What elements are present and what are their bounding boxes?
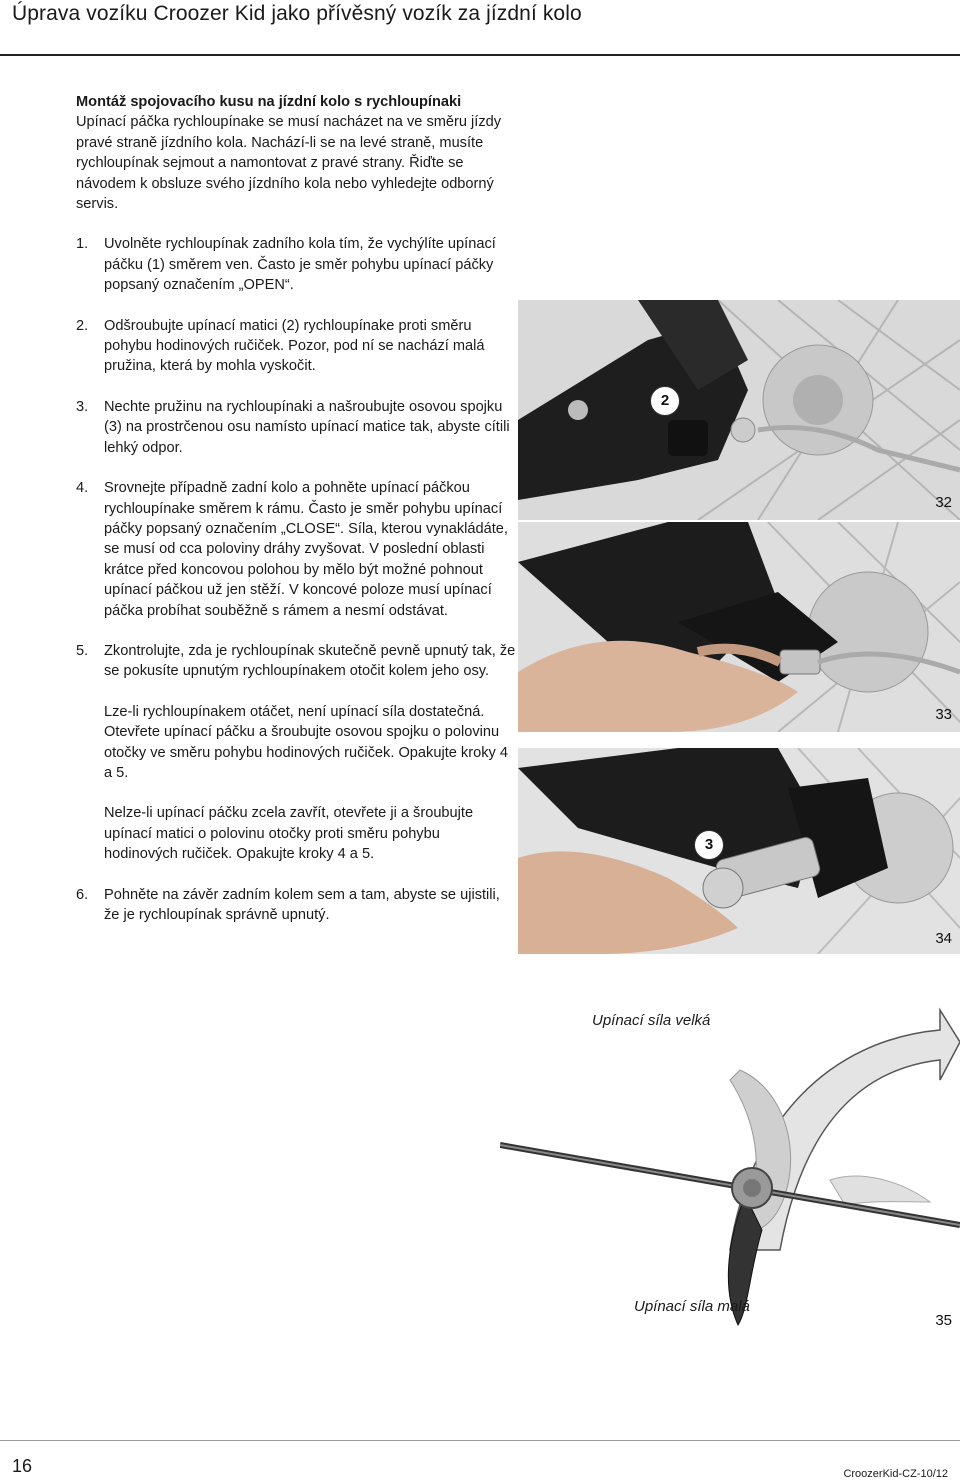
step-1 (76, 234, 516, 295)
step-text: Zkontrolujte, zda je rychloupínak skutečně pevně upnutý tak, že se pokusíte upnutým rychloupínakem otočit kolem jeho osy. (104, 642, 516, 680)
step-number: 4. (76, 480, 89, 497)
step-6 (76, 885, 516, 926)
document-code: CroozerKid-CZ-10/12 (843, 1468, 948, 1480)
label-low-force: Upínací síla malá (634, 1298, 750, 1315)
step-2 (76, 316, 516, 377)
footer-divider (0, 1440, 960, 1441)
header-divider (0, 54, 960, 56)
step-number: 2. (76, 317, 89, 334)
step-number: 3. (76, 398, 89, 415)
step-text: Pohněte na závěr zadním kolem sem a tam, abyste se ujistili, že je rychloupínak správně upnutý. (104, 886, 500, 923)
callout-3: 3 (694, 830, 724, 860)
step-4 (76, 478, 516, 621)
note-cannot-close: Nelze-li upínací páčku zcela zavřít, otevřete ji a šroubujte upínací matici o polovinu otočky proti směru pohybu hodinových ručiček. Opakujte kroky 4 a 5. (104, 805, 474, 863)
step-number: 5. (76, 642, 89, 659)
page-number: 16 (12, 1456, 33, 1476)
note-insufficient-force: Lze-li rychloupínakem otáčet, není upínací síla dostatečná. Otevřete upínací páčku a šroubujte osovou spojku o polovinu otočky ve směru pohybu hodinových ručiček. Opakujte kroky 4 a 5. (104, 703, 508, 781)
bicycle-dropout-image (518, 300, 960, 520)
step-text: Odšroubujte upínací matici (2) rychloupínake proti směru pohybu hodinových ručiček. Pozor, pod ní se nachází malá pružina, která by mohla vyskočit. (104, 317, 485, 375)
step-number: 6. (76, 886, 89, 903)
label-high-force: Upínací síla velká (592, 1012, 711, 1029)
figure-32-photo (518, 300, 960, 520)
intro-paragraph (76, 92, 516, 214)
figure-32-number: 32 (935, 494, 952, 511)
instruction-text-column (76, 92, 516, 945)
step-3 (76, 397, 516, 458)
hand-screwing-image (518, 522, 960, 732)
figure-34-number: 34 (935, 930, 952, 947)
figure-33-photo (518, 522, 960, 732)
figure-34-photo (518, 748, 960, 954)
step-text: Srovnejte případně zadní kolo a pohněte upínací páčkou rychloupínake směrem k rámu. Často je směr pohybu upínací páčky popsaný označením „CLOSE“. Síla, kterou vynakládáte, se musí od cca poloviny dráhy zvyšovat. V poslední oblasti krátce před koncovou polohou by mělo být možné pohnout upínací páčkou už jen stěží. V koncové poloze musí upínací páčka probíhat souběžně s rámem a nesmí odstávat. (104, 480, 508, 619)
section-heading: Montáž spojovacího kusu na jízdní kolo s rychloupínaki (76, 94, 462, 110)
step-number: 1. (76, 236, 89, 253)
quick-release-lever-half (830, 1176, 930, 1205)
step-text: Uvolněte rychloupínak zadního kola tím, že vychýlíte upínací páčku (1) směrem ven. Často je směr pohybu upínací páčky popsaný označením „OPEN“. (104, 236, 496, 294)
step-text: Nechte pružinu na rychloupínaki a našroubujte osovou spojku (3) na prostrčenou osu namísto upínací matice tak, abyste cítili lehký odpor. (104, 398, 510, 456)
intro-text: Upínací páčka rychloupínake se musí nacházet na ve směru jízdy pravé straně jízdního kola. Nachází-li se na levé straně, musíte rychloupínak sejmout a namontovat z pravé strany. Řiďte se návodem k obsluze svého jízdního kola nebo vyhledejte odborný servis. (76, 114, 502, 213)
figure-35-number: 35 (935, 1312, 952, 1329)
step-5 (76, 641, 516, 682)
callout-2: 2 (650, 386, 680, 416)
figure-33-number: 33 (935, 706, 952, 723)
axle-coupling-image (518, 748, 960, 954)
page-title: Úprava vozíku Croozer Kid jako přívěsný vozík za jízdní kolo (12, 2, 582, 25)
